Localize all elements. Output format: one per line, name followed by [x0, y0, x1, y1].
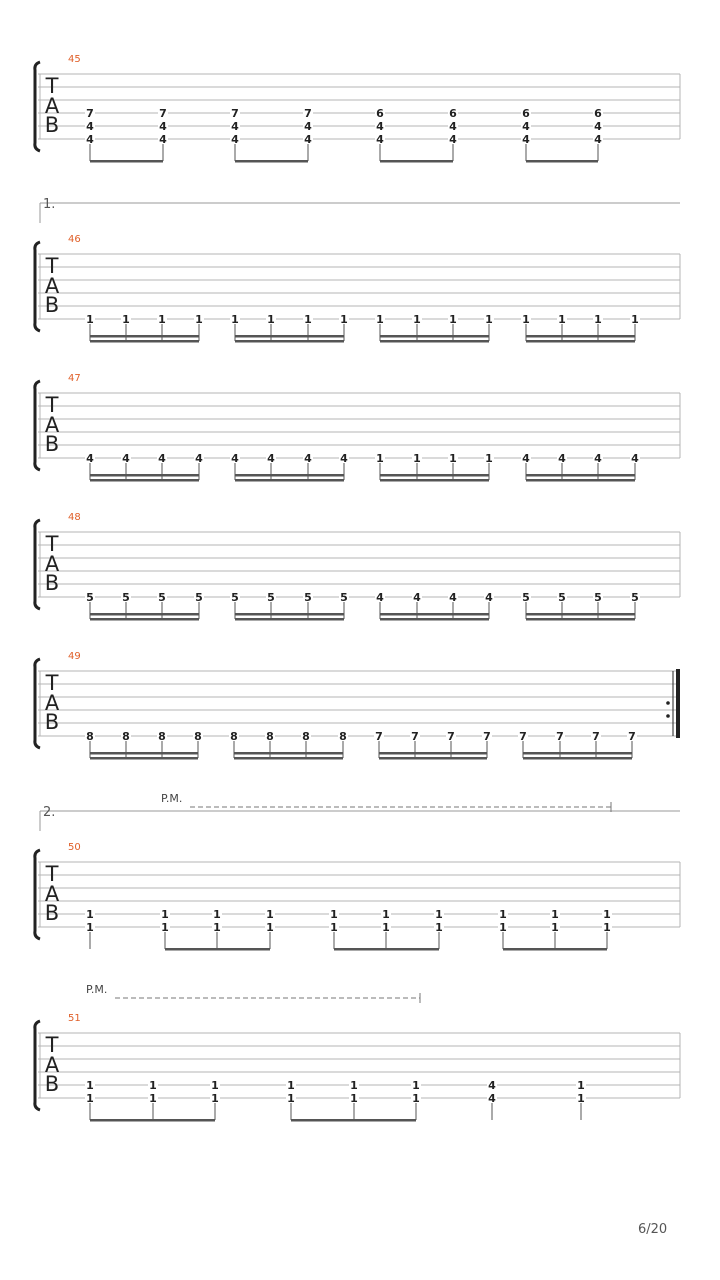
beam [90, 474, 199, 477]
fret-number: 7 [447, 730, 455, 743]
fret-number: 1 [330, 921, 338, 934]
measure-number: 51 [68, 1013, 81, 1024]
tab-clef-a: A [44, 94, 60, 118]
fret-number: 4 [488, 1079, 496, 1092]
beam [526, 474, 635, 477]
fret-number: 1 [287, 1092, 295, 1105]
fret-number: 1 [266, 921, 274, 934]
fret-number: 6 [594, 107, 602, 120]
fret-number: 1 [594, 313, 602, 326]
tab-clef-a: A [44, 1053, 60, 1077]
tab-clef-a: A [44, 413, 60, 437]
beam [235, 160, 308, 163]
tab-clef-t: T [45, 1033, 59, 1057]
fret-number: 1 [161, 908, 169, 921]
fret-number: 1 [413, 452, 421, 465]
beam [90, 618, 199, 621]
fret-number: 8 [230, 730, 238, 743]
fret-number: 4 [231, 120, 239, 133]
fret-number: 4 [304, 120, 312, 133]
fret-number: 8 [194, 730, 202, 743]
fret-number: 7 [628, 730, 636, 743]
beam [380, 618, 489, 621]
fret-number: 4 [594, 452, 602, 465]
fret-number: 7 [86, 107, 94, 120]
beam [526, 160, 598, 163]
beam [379, 752, 487, 755]
beam [90, 1119, 215, 1122]
fret-number: 4 [485, 591, 493, 604]
beam [526, 613, 635, 616]
beam [503, 948, 607, 951]
fret-number: 4 [522, 133, 530, 146]
fret-number: 4 [631, 452, 639, 465]
fret-number: 8 [339, 730, 347, 743]
fret-number: 4 [122, 452, 130, 465]
fret-number: 1 [376, 452, 384, 465]
fret-number: 4 [86, 133, 94, 146]
palm-mute-label: P.M. [161, 792, 183, 805]
fret-number: 4 [449, 133, 457, 146]
fret-number: 1 [350, 1079, 358, 1092]
fret-number: 5 [340, 591, 348, 604]
fret-number: 1 [603, 921, 611, 934]
page-number: 6/20 [638, 1222, 668, 1237]
fret-number: 1 [413, 313, 421, 326]
beam [235, 335, 344, 338]
tab-system-45 [35, 54, 680, 163]
volta-label: 2. [43, 805, 56, 820]
beam [165, 948, 270, 951]
beam [90, 752, 198, 755]
beam [235, 340, 344, 343]
fret-number: 4 [413, 591, 421, 604]
system-bracket [35, 62, 40, 151]
beam [90, 335, 199, 338]
fret-number: 1 [213, 908, 221, 921]
fret-number: 1 [86, 908, 94, 921]
beam [234, 752, 343, 755]
fret-number: 1 [412, 1092, 420, 1105]
tab-system-48 [35, 512, 680, 621]
fret-number: 7 [556, 730, 564, 743]
beam [380, 340, 489, 343]
fret-number: 1 [86, 1079, 94, 1092]
fret-number: 1 [266, 908, 274, 921]
system-bracket [35, 381, 40, 470]
fret-number: 1 [435, 921, 443, 934]
tab-clef-b: B [44, 710, 60, 734]
fret-number: 1 [86, 1092, 94, 1105]
tab-clef-a: A [44, 691, 60, 715]
fret-number: 1 [435, 908, 443, 921]
fret-number: 1 [551, 921, 559, 934]
beam [291, 1119, 416, 1122]
beam [90, 613, 199, 616]
repeat-dot [666, 701, 670, 705]
fret-number: 1 [577, 1092, 585, 1105]
fret-number: 1 [382, 921, 390, 934]
fret-number: 4 [231, 452, 239, 465]
measure-number: 49 [68, 651, 81, 662]
fret-number: 1 [149, 1079, 157, 1092]
fret-number: 7 [592, 730, 600, 743]
measure-number: 46 [68, 234, 81, 245]
fret-number: 5 [158, 591, 166, 604]
fret-number: 1 [287, 1079, 295, 1092]
fret-number: 8 [122, 730, 130, 743]
beam [523, 752, 632, 755]
tab-clef-t: T [45, 862, 59, 886]
fret-number: 4 [304, 133, 312, 146]
fret-number: 4 [594, 120, 602, 133]
tab-system-51 [35, 983, 680, 1122]
fret-number: 6 [449, 107, 457, 120]
tab-system-49 [35, 651, 680, 760]
beam [526, 479, 635, 482]
fret-number: 7 [519, 730, 527, 743]
tab-clef-b: B [44, 901, 60, 925]
tab-clef-b: B [44, 571, 60, 595]
fret-number: 1 [231, 313, 239, 326]
tab-clef-t: T [45, 393, 59, 417]
fret-number: 7 [375, 730, 383, 743]
fret-number: 8 [266, 730, 274, 743]
fret-number: 5 [122, 591, 130, 604]
repeat-thick-barline [676, 669, 680, 738]
fret-number: 1 [195, 313, 203, 326]
fret-number: 4 [267, 452, 275, 465]
fret-number: 1 [577, 1079, 585, 1092]
fret-number: 1 [449, 452, 457, 465]
fret-number: 1 [499, 921, 507, 934]
system-bracket [35, 659, 40, 748]
beam [380, 335, 489, 338]
beam [380, 479, 489, 482]
fret-number: 1 [340, 313, 348, 326]
fret-number: 1 [211, 1092, 219, 1105]
fret-number: 1 [499, 908, 507, 921]
fret-number: 7 [231, 107, 239, 120]
fret-number: 1 [86, 921, 94, 934]
fret-number: 4 [522, 452, 530, 465]
fret-number: 1 [382, 908, 390, 921]
fret-number: 4 [304, 452, 312, 465]
fret-number: 6 [522, 107, 530, 120]
fret-number: 1 [485, 452, 493, 465]
measure-number: 47 [68, 373, 81, 384]
beam [90, 160, 163, 163]
fret-number: 5 [522, 591, 530, 604]
tab-clef-b: B [44, 1072, 60, 1096]
fret-number: 4 [86, 452, 94, 465]
beam [380, 613, 489, 616]
fret-number: 4 [195, 452, 203, 465]
tab-clef-b: B [44, 293, 60, 317]
fret-number: 1 [603, 908, 611, 921]
tab-clef-a: A [44, 274, 60, 298]
repeat-dot [666, 714, 670, 718]
fret-number: 4 [159, 120, 167, 133]
fret-number: 1 [330, 908, 338, 921]
fret-number: 1 [631, 313, 639, 326]
fret-number: 5 [195, 591, 203, 604]
tab-system-47 [35, 373, 680, 482]
fret-number: 4 [86, 120, 94, 133]
beam [523, 757, 632, 760]
beam [526, 340, 635, 343]
beam [334, 948, 439, 951]
tab-system-50 [35, 792, 680, 951]
beam [90, 479, 199, 482]
fret-number: 5 [267, 591, 275, 604]
beam [235, 479, 344, 482]
fret-number: 1 [412, 1079, 420, 1092]
tab-clef-a: A [44, 882, 60, 906]
fret-number: 1 [304, 313, 312, 326]
beam [526, 335, 635, 338]
fret-number: 6 [376, 107, 384, 120]
beam [235, 618, 344, 621]
fret-number: 4 [340, 452, 348, 465]
fret-number: 5 [86, 591, 94, 604]
fret-number: 1 [211, 1079, 219, 1092]
fret-number: 1 [267, 313, 275, 326]
beam [380, 474, 489, 477]
measure-number: 50 [68, 842, 81, 853]
fret-number: 4 [488, 1092, 496, 1105]
fret-number: 4 [449, 591, 457, 604]
beam [234, 757, 343, 760]
fret-number: 1 [122, 313, 130, 326]
system-bracket [35, 1021, 40, 1110]
measure-number: 45 [68, 54, 81, 65]
fret-number: 7 [483, 730, 491, 743]
beam [526, 618, 635, 621]
fret-number: 5 [304, 591, 312, 604]
beam [90, 757, 198, 760]
fret-number: 4 [594, 133, 602, 146]
fret-number: 5 [231, 591, 239, 604]
fret-number: 7 [411, 730, 419, 743]
fret-number: 1 [350, 1092, 358, 1105]
fret-number: 1 [213, 921, 221, 934]
beam [235, 613, 344, 616]
fret-number: 1 [449, 313, 457, 326]
system-bracket [35, 850, 40, 939]
tab-system-46 [35, 197, 680, 343]
fret-number: 1 [158, 313, 166, 326]
fret-number: 7 [304, 107, 312, 120]
palm-mute-label: P.M. [86, 983, 108, 996]
tab-clef-b: B [44, 113, 60, 137]
fret-number: 1 [86, 313, 94, 326]
fret-number: 1 [161, 921, 169, 934]
tab-clef-b: B [44, 432, 60, 456]
fret-number: 1 [149, 1092, 157, 1105]
fret-number: 4 [376, 591, 384, 604]
fret-number: 8 [158, 730, 166, 743]
fret-number: 4 [231, 133, 239, 146]
fret-number: 8 [86, 730, 94, 743]
system-bracket [35, 520, 40, 609]
tab-clef-a: A [44, 552, 60, 576]
fret-number: 1 [485, 313, 493, 326]
tab-clef-t: T [45, 74, 59, 98]
fret-number: 4 [158, 452, 166, 465]
fret-number: 8 [302, 730, 310, 743]
fret-number: 4 [449, 120, 457, 133]
fret-number: 4 [376, 120, 384, 133]
tab-clef-t: T [45, 532, 59, 556]
beam [90, 340, 199, 343]
fret-number: 5 [631, 591, 639, 604]
fret-number: 4 [159, 133, 167, 146]
fret-number: 1 [551, 908, 559, 921]
fret-number: 4 [376, 133, 384, 146]
fret-number: 4 [522, 120, 530, 133]
fret-number: 1 [522, 313, 530, 326]
tab-clef-t: T [45, 254, 59, 278]
measure-number: 48 [68, 512, 81, 523]
beam [380, 160, 453, 163]
fret-number: 7 [159, 107, 167, 120]
fret-number: 4 [558, 452, 566, 465]
fret-number: 5 [558, 591, 566, 604]
fret-number: 5 [594, 591, 602, 604]
fret-number: 1 [376, 313, 384, 326]
system-bracket [35, 242, 40, 331]
volta-label: 1. [43, 197, 56, 212]
tab-clef-t: T [45, 671, 59, 695]
fret-number: 1 [558, 313, 566, 326]
beam [379, 757, 487, 760]
beam [235, 474, 344, 477]
